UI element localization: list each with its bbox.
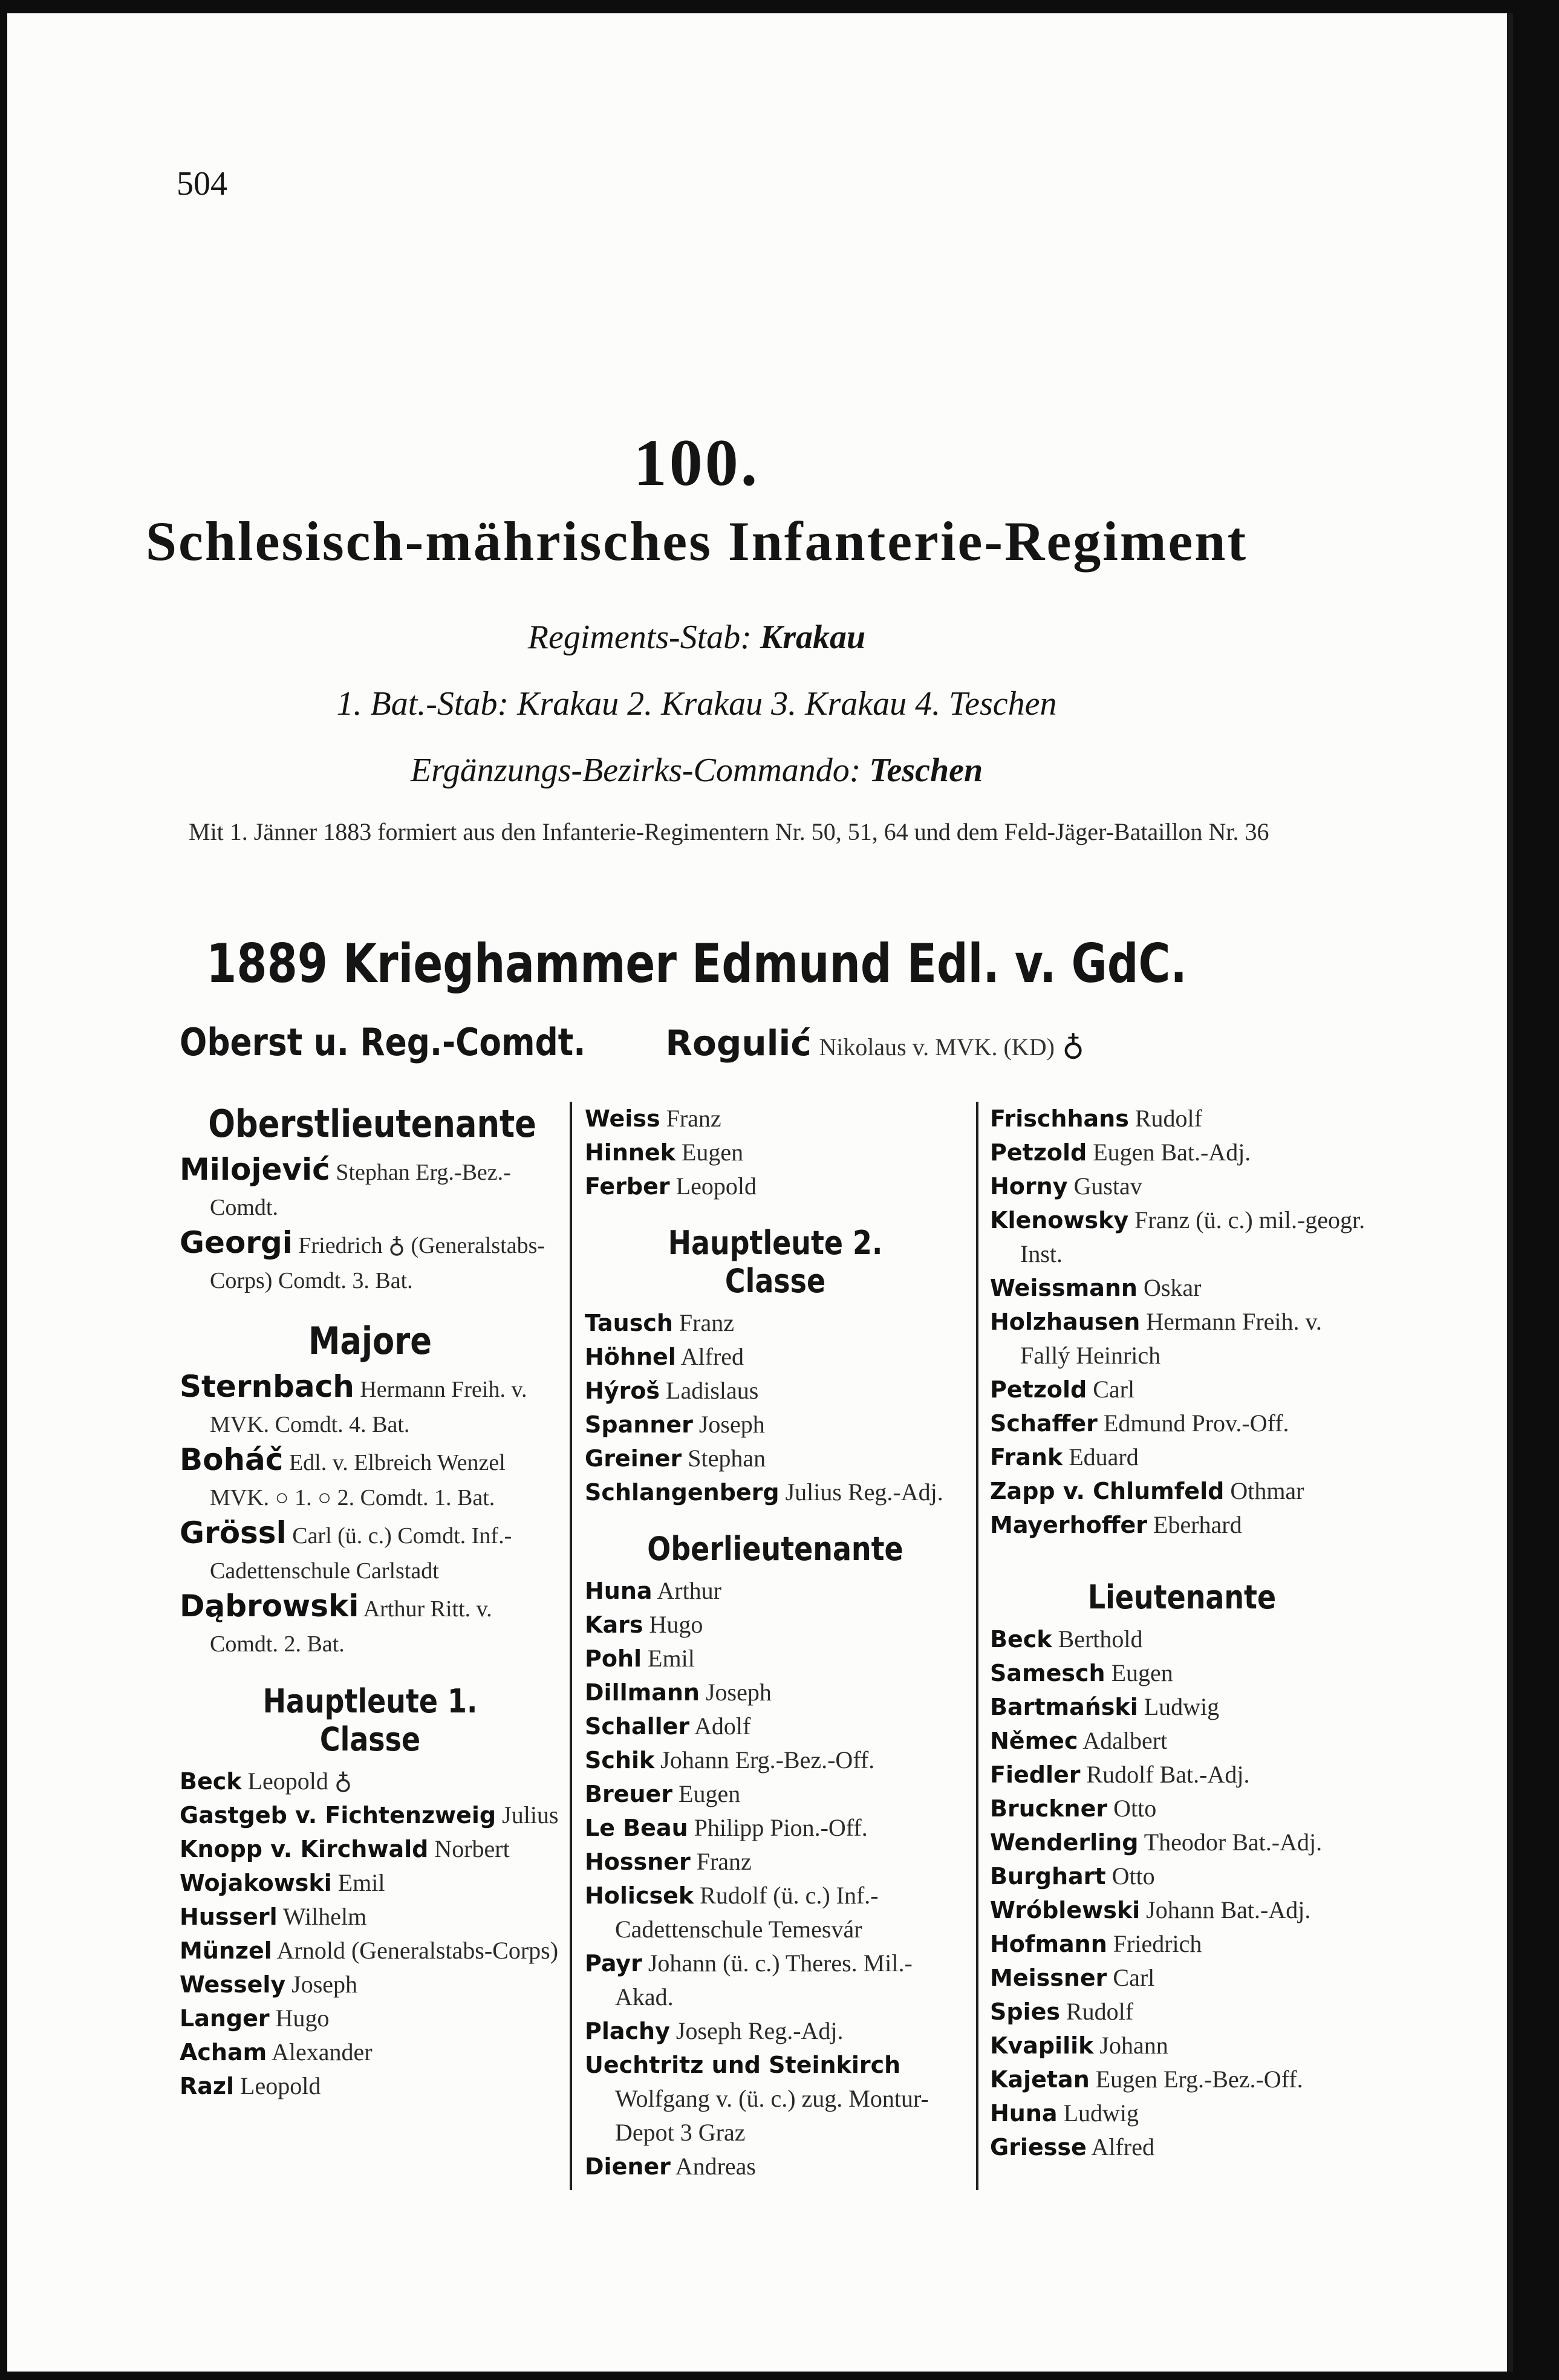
- officer-details: Johann: [1099, 2032, 1168, 2059]
- officer-details: Arnold (Generalstabs-Corps): [276, 1937, 559, 1964]
- officer-entry: [990, 1859, 1374, 1893]
- document-page: [7, 13, 1513, 2372]
- officer-entry: [180, 1152, 561, 1225]
- column-1: [180, 1102, 561, 2103]
- officer-surname: Petzold: [990, 1139, 1087, 1166]
- officer-details: Joseph: [291, 1971, 358, 1998]
- officer-details: Rudolf Bat.-Adj.: [1086, 1761, 1250, 1788]
- officer-surname: Husserl: [180, 1904, 278, 1930]
- officer-surname: Grössl: [180, 1515, 287, 1550]
- officer-details: Franz: [679, 1309, 734, 1336]
- officer-entry: [990, 1927, 1374, 1961]
- officer-surname: Kvapilik: [990, 2032, 1094, 2059]
- officer-entry: [585, 1845, 966, 1879]
- officer-entry: [180, 1764, 561, 1798]
- officer-surname: Hinnek: [585, 1139, 675, 1166]
- officer-surname: Langer: [180, 2005, 270, 2032]
- officer-entry: [180, 1588, 561, 1662]
- officer-surname: Georgi: [180, 1225, 293, 1260]
- officer-entry: [990, 1440, 1374, 1474]
- officer-surname: Klenowsky: [990, 1207, 1129, 1234]
- officer-surname: Payr: [585, 1950, 642, 1977]
- officer-details: Ludwig: [1144, 1693, 1220, 1720]
- officer-details: Emil: [337, 1869, 385, 1896]
- officer-surname: Huna: [990, 2100, 1058, 2127]
- officer-details: Joseph Reg.-Adj.: [675, 2017, 844, 2044]
- regiment-number: 100.: [633, 426, 760, 499]
- officer-entry: [585, 1777, 966, 1811]
- column-divider: [976, 1102, 978, 2190]
- officer-surname: Münzel: [180, 1937, 272, 1964]
- officer-details: Carl: [1093, 1376, 1135, 1403]
- officer-surname: Beck: [990, 1626, 1052, 1653]
- officer-details: Arthur Ritt. v. Comdt. 2. Bat.: [210, 1596, 492, 1657]
- recruiting-label: Ergänzungs-Bezirks-Commando:: [410, 752, 861, 789]
- officer-entry: [990, 1305, 1374, 1373]
- officer-surname: Frischhans: [990, 1105, 1129, 1132]
- officer-entry: [990, 2096, 1374, 2130]
- officer-entry: [990, 2063, 1374, 2096]
- officer-surname: Uechtritz und Steinkirch: [585, 2052, 901, 2078]
- officer-details: Edl. v. Elbreich Wenzel MVK. ○ 1. ○ 2. Comdt. 1. Bat.: [210, 1450, 506, 1510]
- officer-details: Gustav: [1073, 1172, 1142, 1200]
- officer-surname: Weissmann: [990, 1275, 1138, 1301]
- officer-surname: Griesse: [990, 2134, 1087, 2161]
- officer-entry: [990, 1826, 1374, 1859]
- officer-details: Wilhelm: [282, 1903, 367, 1930]
- officer-entry: [180, 1832, 561, 1866]
- officer-surname: Bartmański: [990, 1694, 1138, 1720]
- page-number: 504: [177, 165, 227, 203]
- officer-entry: [585, 1475, 966, 1509]
- officer-details: Eugen: [1111, 1659, 1173, 1686]
- page-edge-shadow: [1507, 13, 1513, 2372]
- officer-surname: Le Beau: [585, 1815, 688, 1841]
- officer-details: Rudolf (ü. c.) Inf.-Cadettenschule Temesvár: [615, 1882, 879, 1943]
- officer-surname: Boháč: [180, 1442, 284, 1477]
- officer-surname: Gastgeb v. Fichtenzweig: [180, 1802, 496, 1829]
- officer-surname: Petzold: [990, 1376, 1087, 1403]
- officer-entry: [585, 1676, 966, 1709]
- officer-entry: [990, 1474, 1374, 1508]
- officer-entry: [180, 2001, 561, 2035]
- officer-details: Friedrich: [1113, 1930, 1202, 1957]
- officer-entry: [990, 1203, 1374, 1271]
- officer-entry: [180, 1798, 561, 1832]
- officer-details: Leopold ♁: [247, 1767, 353, 1795]
- officer-surname: Breuer: [585, 1781, 673, 1807]
- staff-label: Regiments-Stab:: [527, 619, 752, 656]
- officer-details: Theodor Bat.-Adj.: [1144, 1829, 1323, 1856]
- officer-details: Adolf: [694, 1712, 751, 1740]
- officer-surname: Schaffer: [990, 1410, 1098, 1437]
- officer-surname: Spies: [990, 1998, 1060, 2025]
- officer-details: Hugo: [649, 1611, 703, 1638]
- officer-entry: [990, 1792, 1374, 1826]
- officer-surname: Samesch: [990, 1660, 1105, 1686]
- officer-surname: Meissner: [990, 1965, 1107, 1991]
- officer-surname: Frank: [990, 1444, 1063, 1471]
- officer-entry: [990, 1406, 1374, 1440]
- officer-details: Otto: [1111, 1862, 1155, 1890]
- officer-surname: Milojević: [180, 1152, 330, 1187]
- colonel-line: [180, 1020, 1084, 1064]
- officer-details: Adalbert: [1082, 1727, 1168, 1754]
- officer-details: Rudolf: [1134, 1105, 1202, 1132]
- section-heading: Hauptleute 2. Classe: [668, 1224, 883, 1300]
- officer-entry: [585, 2014, 966, 2048]
- column-2: [585, 1102, 966, 2183]
- officer-details: Otto: [1113, 1795, 1157, 1822]
- officer-entry: [585, 1442, 966, 1475]
- officer-details: Franz (ü. c.) mil.-geogr. Inst.: [1020, 1206, 1365, 1267]
- regiment-name: Schlesisch-mährisches Infanterie-Regiment: [145, 510, 1248, 572]
- officer-entry: [180, 1369, 561, 1442]
- officer-entry: [585, 1136, 966, 1169]
- officer-entry: [990, 1508, 1374, 1542]
- officer-details: Ladislaus: [666, 1377, 759, 1404]
- officer-surname: Wojakowski: [180, 1870, 332, 1896]
- officer-entry: [585, 1946, 966, 2014]
- formation-note: Mit 1. Jänner 1883 formiert aus den Infanterie-Regimentern Nr. 50, 51, 64 und dem Feld-Jäger-Bataillon Nr. 36: [189, 818, 1269, 845]
- regiment-staff-line: [7, 618, 1386, 657]
- officer-details: Joseph: [698, 1411, 765, 1438]
- officer-entry: [585, 2048, 966, 2150]
- decoration-symbol: ♁: [1062, 1028, 1084, 1062]
- officer-entry: [180, 1900, 561, 1934]
- officer-details: Berthold: [1058, 1625, 1143, 1653]
- officer-entry: [990, 1102, 1374, 1136]
- officer-surname: Hofmann: [990, 1931, 1107, 1957]
- officer-details: Joseph: [705, 1679, 772, 1706]
- officer-details: Hermann Freih. v. Fallý Heinrich: [1020, 1308, 1322, 1369]
- officer-surname: Dąbrowski: [180, 1588, 359, 1624]
- officer-entry: [585, 1642, 966, 1676]
- officer-details: Stephan: [688, 1445, 766, 1472]
- officer-surname: Fiedler: [990, 1761, 1081, 1788]
- officer-details: Leopold: [675, 1172, 757, 1200]
- officer-entry: [990, 1271, 1374, 1305]
- section-heading: Oberstlieutenante: [208, 1102, 536, 1146]
- officer-details: Ludwig: [1063, 2099, 1139, 2127]
- officer-surname: Spanner: [585, 1411, 693, 1438]
- officer-entry: [990, 1373, 1374, 1406]
- officer-details: Eugen Erg.-Bez.-Off.: [1095, 2066, 1303, 2093]
- officer-details: Julius: [502, 1801, 559, 1829]
- officer-details: Wolfgang v. (ü. c.) zug. Montur-Depot 3 Graz: [615, 2085, 929, 2146]
- officer-surname: Horny: [990, 1173, 1068, 1200]
- officer-details: Eberhard: [1153, 1511, 1242, 1538]
- section-heading: Majore: [308, 1319, 432, 1363]
- officer-surname: Beck: [180, 1768, 242, 1795]
- officer-details: Othmar: [1230, 1477, 1304, 1504]
- officer-details: Edmund Prov.-Off.: [1103, 1409, 1289, 1437]
- officer-surname: Sternbach: [180, 1369, 354, 1404]
- officer-entry: [585, 1879, 966, 1946]
- officer-details: Johann Bat.-Adj.: [1146, 1896, 1311, 1923]
- officer-surname: Holzhausen: [990, 1309, 1141, 1335]
- officer-entry: [990, 1724, 1374, 1758]
- officer-entry: [990, 1656, 1374, 1690]
- officer-details: Julius Reg.-Adj.: [785, 1478, 943, 1506]
- section-heading: Hauptleute 1. Classe: [262, 1682, 478, 1758]
- officer-entry: [585, 1608, 966, 1642]
- officer-surname: Diener: [585, 2153, 671, 2180]
- officer-details: Alfred: [680, 1343, 744, 1370]
- officer-details: Carl (ü. c.) Comdt. Inf.-Cadettenschule Carlstadt: [210, 1523, 512, 1584]
- officer-list: [585, 1102, 966, 1203]
- officer-surname: Knopp v. Kirchwald: [180, 1836, 429, 1862]
- recruiting-command-line: [7, 751, 1386, 790]
- officer-entry: [585, 1743, 966, 1777]
- officer-surname: Hýroš: [585, 1377, 660, 1404]
- officer-entry: [585, 1811, 966, 1845]
- column-3: [990, 1102, 1374, 2164]
- officer-entry: [180, 1515, 561, 1588]
- officer-surname: Dillmann: [585, 1679, 700, 1706]
- officer-details: Eugen: [679, 1780, 741, 1807]
- officer-surname: Němec: [990, 1728, 1078, 1754]
- officer-surname: Holicsek: [585, 1882, 694, 1909]
- officer-surname: Plachy: [585, 2018, 670, 2044]
- officer-details: Carl: [1113, 1964, 1155, 1991]
- officer-list: [585, 1306, 966, 1509]
- officer-details: Johann Erg.-Bez.-Off.: [660, 1746, 875, 1774]
- officer-details: Philipp Pion.-Off.: [694, 1814, 868, 1841]
- officer-entry: [180, 1866, 561, 1900]
- officer-details: Rudolf: [1066, 1998, 1134, 2025]
- officer-list: [990, 1102, 1374, 1542]
- officer-details: Friedrich ♁ (Generalstabs-Corps) Comdt. 3. Bat.: [210, 1233, 545, 1293]
- officer-entry: [180, 1442, 561, 1515]
- officer-surname: Schaller: [585, 1713, 690, 1740]
- officer-details: Alexander: [272, 2038, 373, 2066]
- officer-entry: [990, 1622, 1374, 1656]
- colonel-name: Rogulić: [665, 1023, 812, 1064]
- officer-surname: Pohl: [585, 1645, 642, 1672]
- officer-details: Leopold: [240, 2072, 321, 2099]
- officer-list: [585, 1574, 966, 2183]
- officer-surname: Schik: [585, 1747, 655, 1774]
- officer-entry: [990, 1893, 1374, 1927]
- battalion-staffs: 1. Bat.-Stab: Krakau 2. Krakau 3. Krakau 4. Teschen: [336, 685, 1057, 723]
- officer-entry: [585, 2150, 966, 2183]
- officer-surname: Weiss: [585, 1105, 660, 1132]
- officer-surname: Höhnel: [585, 1344, 676, 1370]
- officer-surname: Acham: [180, 2039, 267, 2066]
- officer-surname: Schlangenberg: [585, 1479, 780, 1506]
- officer-details: Franz: [696, 1848, 752, 1875]
- officer-details: Norbert: [434, 1835, 510, 1862]
- colonel-label: Oberst u. Reg.-Comdt.: [180, 1020, 586, 1064]
- officer-list: [180, 1764, 561, 2103]
- officer-entry: [180, 2069, 561, 2103]
- officer-surname: Huna: [585, 1578, 653, 1604]
- recruiting-place: Teschen: [869, 752, 983, 789]
- officer-surname: Burghart: [990, 1863, 1106, 1890]
- officer-surname: Kars: [585, 1611, 643, 1638]
- officer-details: Arthur: [657, 1577, 721, 1604]
- officer-list: [990, 1622, 1374, 2164]
- officer-surname: Bruckner: [990, 1795, 1108, 1822]
- officer-surname: Wessely: [180, 1971, 286, 1998]
- officer-details: Hugo: [275, 2004, 330, 2032]
- officer-surname: Razl: [180, 2073, 235, 2099]
- section-heading: Lieutenante: [1087, 1578, 1277, 1616]
- officer-surname: Wenderling: [990, 1829, 1139, 1856]
- officer-details: Andreas: [675, 2153, 756, 2180]
- officer-entry: [990, 2130, 1374, 2164]
- officer-entry: [585, 1102, 966, 1136]
- officer-surname: Greiner: [585, 1445, 682, 1472]
- officer-entry: [180, 1225, 561, 1298]
- officer-entry: [585, 1408, 966, 1442]
- officer-entry: [180, 1934, 561, 1968]
- officer-entry: [990, 1758, 1374, 1792]
- officer-entry: [585, 1709, 966, 1743]
- officer-entry: [585, 1169, 966, 1203]
- officer-list: [180, 1152, 561, 1298]
- column-divider: [570, 1102, 572, 2190]
- officer-entry: [990, 1961, 1374, 1995]
- officer-entry: [990, 1136, 1374, 1169]
- officer-entry: [990, 2029, 1374, 2063]
- section-heading: Oberlieutenante: [647, 1530, 903, 1568]
- officer-surname: Wróblewski: [990, 1897, 1141, 1923]
- officer-details: Emil: [648, 1645, 695, 1672]
- officer-entry: [585, 1340, 966, 1374]
- officer-entry: [180, 2035, 561, 2069]
- officer-entry: [585, 1574, 966, 1608]
- officer-list: [180, 1369, 561, 1662]
- officer-details: Eduard: [1069, 1443, 1139, 1471]
- officer-entry: [990, 1690, 1374, 1724]
- officer-entry: [990, 1995, 1374, 2029]
- officer-surname: Ferber: [585, 1173, 670, 1200]
- officer-details: Johann (ü. c.) Theres. Mil.-Akad.: [615, 1949, 913, 2011]
- regiment-proprietor: 1889 Krieghammer Edmund Edl. v. GdC.: [206, 932, 1187, 995]
- officer-entry: [585, 1306, 966, 1340]
- officer-surname: Kajetan: [990, 2066, 1090, 2093]
- staff-place: Krakau: [760, 619, 866, 656]
- officer-surname: Mayerhoffer: [990, 1512, 1148, 1538]
- officer-details: Eugen Bat.-Adj.: [1093, 1139, 1251, 1166]
- officer-surname: Tausch: [585, 1310, 673, 1336]
- officer-surname: Hossner: [585, 1848, 691, 1875]
- officer-details: Franz: [666, 1105, 721, 1132]
- officer-surname: Zapp v. Chlumfeld: [990, 1478, 1225, 1504]
- colonel-details: Nikolaus v. MVK. (KD): [819, 1033, 1055, 1061]
- officer-details: Alfred: [1091, 2133, 1154, 2161]
- officer-entry: [990, 1169, 1374, 1203]
- officer-details: Hermann Freih. v. MVK. Comdt. 4. Bat.: [210, 1377, 527, 1437]
- officer-entry: [585, 1374, 966, 1408]
- officer-details: Oskar: [1143, 1274, 1202, 1301]
- officer-details: Eugen: [681, 1139, 744, 1166]
- officer-entry: [180, 1968, 561, 2001]
- officer-details: Stephan Erg.-Bez.-Comdt.: [210, 1160, 511, 1220]
